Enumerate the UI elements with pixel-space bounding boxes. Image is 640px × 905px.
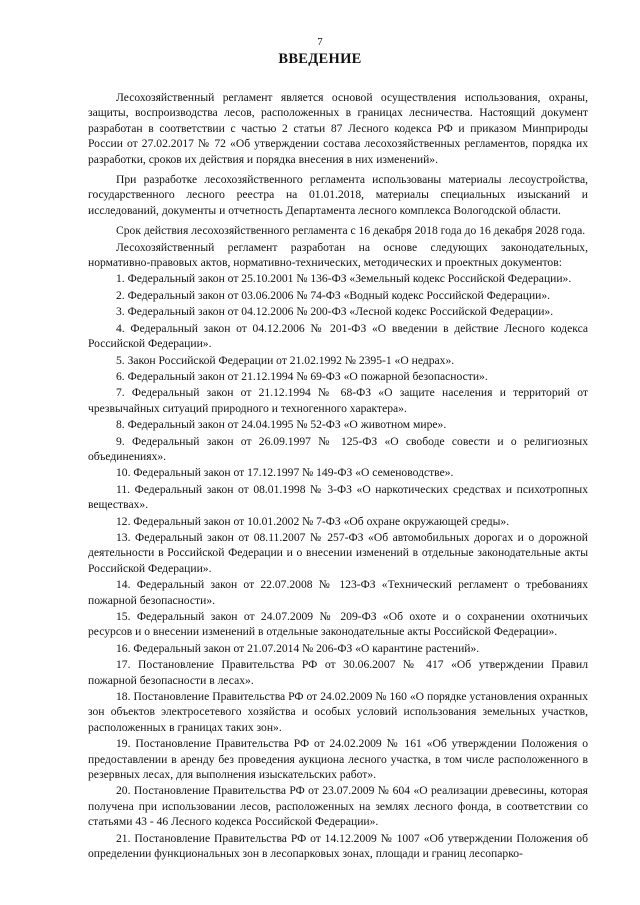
list-item: 21. Постановление Правительства РФ от 14.12.2009 № 1007 «Об утверждении Положения об определении функциональных зон в лесопарковых зонах, площади и границ лесопарко-: [88, 831, 588, 861]
list-item: 4. Федеральный закон от 04.12.2006 № 201-ФЗ «О введении в действие Лесного кодекса Российской Федерации».: [88, 321, 588, 351]
intro-paragraph: При разработке лесохозяйственного регламента использованы материалы лесоустройства, государственного лесного реестра на 01.01.2018, материалы специальных изысканий и исследований, документы и отчетность Департамента лесного комплекса Вологодской области.: [88, 173, 588, 217]
list-item: 14. Федеральный закон от 22.07.2008 № 123-ФЗ «Технический регламент о требованиях пожарной безопасности».: [88, 578, 588, 607]
intro-paragraph: Лесохозяйственный регламент разработан на основе следующих законодательных, нормативно-правовых актов, нормативно-технических, методических и проектных документов:: [88, 240, 588, 270]
list-item: 9. Федеральный закон от 26.09.1997 № 125-ФЗ «О свободе совести и о религиозных объединениях».: [88, 434, 588, 463]
list-item: 6. Федеральный закон от 21.12.1994 № 69-ФЗ «О пожарной безопасности».: [116, 369, 488, 383]
page-title: ВВЕДЕНИЕ: [278, 51, 362, 67]
document-body: [88, 90, 588, 862]
list-item: 18. Постановление Правительства РФ от 24.02.2009 № 160 «О порядке установления охранных зон объектов электросетевого хозяйства и особых условий использования земельных участков, расположенных в границах таких зон».: [88, 690, 588, 734]
list-item: 12. Федеральный закон от 10.01.2002 № 7-ФЗ «Об охране окружающей среды».: [116, 514, 510, 528]
intro-paragraph: Лесохозяйственный регламент является основой осуществления использования, охраны, защиты, воспроизводства лесов, расположенных в границах лесничества. Настоящий документ разработан в соответствии с частью 2 статьи 87 Лесного кодекса РФ и приказом Минприроды России от 27.02.2017 № 72 «Об утверждении состава лесохозяйственных регламентов, порядка их разработки, сроков их действия и порядка внесения в них изменений».: [88, 91, 588, 166]
list-item: 2. Федеральный закон от 03.06.2006 № 74-ФЗ «Водный кодекс Российской Федерации».: [116, 288, 551, 302]
list-item: 3. Федеральный закон от 04.12.2006 № 200-ФЗ «Лесной кодекс Российской Федерации».: [116, 305, 554, 319]
list-item: 19. Постановление Правительства РФ от 24.02.2009 № 161 «Об утверждении Положения о предоставлении в аренду без проведения аукциона лесного участка, в том числе расположенного в резервных лесах, для выполнения изыскательских работ».: [88, 737, 588, 782]
list-item: 1. Федеральный закон от 25.10.2001 № 136-ФЗ «Земельный кодекс Российской Федерации».: [116, 272, 572, 286]
list-item: 10. Федеральный закон от 17.12.1997 № 149-ФЗ «О семеноводстве».: [116, 466, 454, 480]
list-item: 11. Федеральный закон от 08.01.1998 № 3-ФЗ «О наркотических средствах и психотропных веществах».: [88, 482, 588, 512]
list-item: 20. Постановление Правительства РФ от 23.07.2009 № 604 «О реализации древесины, которая получена при использовании лесов, расположенных на землях лесного фонда, в соответствии со статьями 43 - 46 Лесного кодекса Российской Федерации».: [88, 784, 588, 829]
list-item: 15. Федеральный закон от 24.07.2009 № 209-ФЗ «Об охоте и о сохранении охотничьих ресурсов и о внесении изменений в отдельные законодательные акты Российской Федерации».: [88, 610, 588, 639]
list-item: 8. Федеральный закон от 24.04.1995 № 52-ФЗ «О животном мире».: [116, 418, 447, 432]
list-item: 16. Федеральный закон от 21.07.2014 № 206-ФЗ «О карантине растений».: [116, 641, 480, 655]
intro-paragraph: Срок действия лесохозяйственного регламента с 16 декабря 2018 года до 16 декабря 2028 года.: [116, 224, 586, 238]
list-item: 5. Закон Российской Федерации от 21.02.1992 № 2395-1 «О недрах».: [116, 353, 455, 367]
list-item: 13. Федеральный закон от 08.11.2007 № 257-ФЗ «Об автомобильных дорогах и о дорожной деятельности в Российской Федерации и о внесении изменений в отдельные законодательные акты Российской Федерации».: [88, 530, 588, 575]
page-number: 7: [317, 36, 323, 48]
list-item: 7. Федеральный закон от 21.12.1994 № 68-ФЗ «О защите населения и территорий от чрезвычайных ситуаций природного и техногенного характера».: [88, 386, 588, 415]
list-item: 17. Постановление Правительства РФ от 30.06.2007 № 417 «Об утверждении Правил пожарной безопасности в лесах».: [88, 658, 588, 687]
